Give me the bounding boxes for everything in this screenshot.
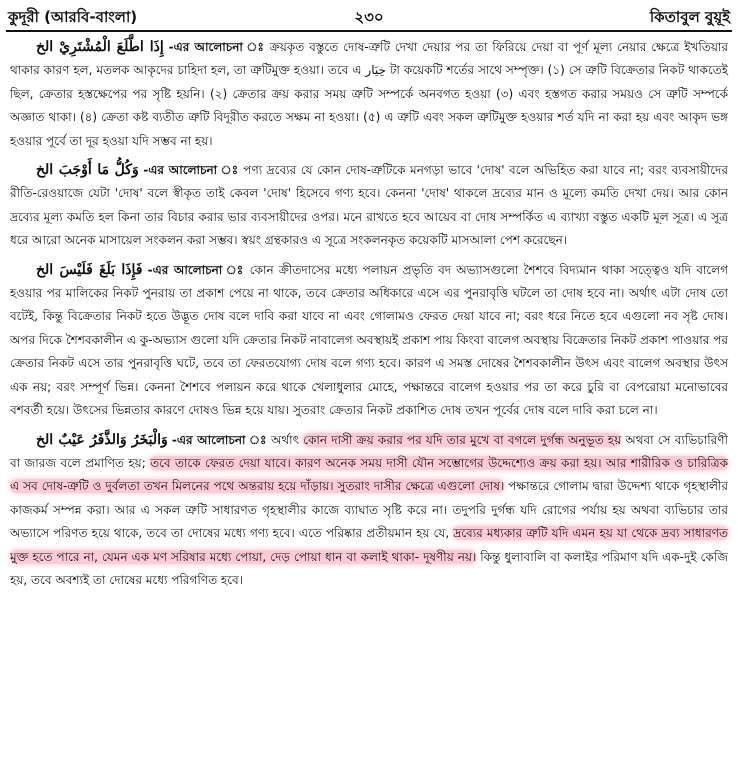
- highlighted-text-2: তবে তাকে ফেরত দেয়া যাবে। কারণ অনেক সময় দাসী যৌন সম্ভোগের উদ্দেশ্যেও ক্রয় করা হয়। আর শারীরিক ও চারিত্রিক এ সব দোষ-ত্রুটি ও দুর্বলতা তখন মিলনের পথে অন্তরায় হয়ে দাঁড়ায়। সুতরাং দাসীর ক্ষেত্রে এগুলো দোষ।: [10, 455, 728, 494]
- arabic-phrase-4: وَالْبَخَرُ وَالذَّفَرُ عَيْبٌ الخ: [36, 431, 168, 448]
- discussion-label-2: -এর আলোচনা ঃ: [143, 163, 239, 178]
- paragraph-3-text: কোন ক্রীতদাসের মধ্যে পলায়ন প্রভৃতি বদ অভ্যাসগুলো শৈশবে বিদ্যমান থাকা সত্ত্বেও যদি বালেগ হওয়ার পর মালিকের নিকট পুনরায় তা প্রকাশ পেয়ে না থাকে, তবে ক্রেতার অধিকারে এসে এর পুনরাবৃত্তি ঘটলে তা দোষ হবে না। অর্থাৎ এটা দোষ তো বটেই, কিন্তু বিক্রেতার নিকট হতে উদ্ভূত দোষ বলে দাবি করা যাবে না এবং গোলামও ফেরত দেয়া যাবে না; বরং ধরে নিতে হবে এগুলো নব সৃষ্ট দোষ। অপর দিকে শৈশবকালীন এ কু-অভ্যাস গুলো যদি ক্রেতার নিকট নাবালেগ অবস্থায়ই প্রকাশ পায় কিংবা বালেগ অবস্থায় বিক্রেতার নিকট প্রকাশ পাওয়ার পর ক্রেতার নিকট এসে তার পুনরাবৃত্তি ঘটে, তবে তা ফেরতযোগ্য দোষ বলে গণ্য হবে। কারণ এ সমস্ত দোষের শৈশবকালীন উৎস এবং বালেগ অবস্থার উৎস এক নয়; বরং সম্পূর্ণ ভিন্ন। কেননা শৈশবে পলায়ন করে থাকে খেলাধুলার মোহে, পক্ষান্তরে বালেগ হওয়ার পর তা করে চুরি বা বেপরোয়া মনোভাবের বশবর্তী হয়ে। উৎসের ভিন্নতার কারণে দোষও ভিন্ন হয়ে যায়। সুতরাং ক্রেতার নিকট প্রকাশিত দোষ তখন পূর্বের দোষ বলে দাবি করা চলে না।: [10, 262, 728, 418]
- highlighted-text-1: কোন দাসী ক্রয় করার পর যদি তার মুখে বা বগলে দুর্গন্ধ অনুভূত হয়: [303, 432, 622, 447]
- paragraph-4-text-c: পক্ষান্তরে গোলাম দ্বারা উদ্দেশ্য থাকে গৃহস্থালীর কাজকর্ম সম্পন্ন করা। আর এ সকল ত্রুটি সাধারণত গৃহস্থালীর কাজে ব্যাঘাত সৃষ্টি করে না। তদুপরি দুর্গন্ধ যদি রোগের পর্যায় হয় অথবা ব্যভিচার তার অভ্যাসে পরিণত হয়ে থাকে, তবে তা দোষের মধ্যে গণ্য হবে। এতে পরিষ্কার প্রতীয়মান হয় যে,: [10, 479, 728, 541]
- paragraph-4-text-a: অর্থাৎ: [270, 432, 304, 447]
- arabic-phrase-3: فَإِذَا بَلَغَ فَلَيْسَ الخ: [36, 261, 143, 278]
- paragraph-1: [10, 36, 728, 153]
- discussion-label-4: -এর আলোচনা ঃ: [171, 432, 267, 447]
- discussion-label-1: -এর আলোচনা ঃ: [168, 40, 265, 54]
- arabic-phrase-1: إِذَا اطَّلَعَ الْمُشْتَرِيْ الخ: [36, 39, 164, 55]
- highlighted-text-3: দ্রব্যের মধ্যকার ত্রুটি যদি এমন হয় যা থেকে দ্রব্য সাধারণত মুক্ত হতে পারে না, যেমন এক মণ সরিষার মধ্যে পোয়া, দেড় পোয়া ধান বা কলাই থাকা- দূষণীয় নয়।: [10, 526, 728, 564]
- page-body: [10, 36, 728, 598]
- chapter-title: কিতাবুল বুয়ূই: [649, 8, 730, 26]
- paragraph-4-text-d: কিন্তু ধুলাবালি বা কলাইর পরিমাণ যদি এক-দুই কেজি হয়, তবে অবশ্যই তা দোষের মধ্যে পরিগণিত হবে।: [10, 549, 728, 587]
- paragraph-3: [10, 259, 728, 423]
- page-header: [6, 4, 732, 32]
- paragraph-2-text: পণ্য দ্রব্যের যে কোন দোষ-ত্রুটিকে মনগড়া ভাবে 'দোষ' বলে অভিহিত করা যাবে না; বরং ব্যবসায়ীদের রীতি-রেওয়াজে যেটা 'দোষ' বলে স্বীকৃত তাই কেবল 'দোষ' হিসেবে গণ্য হবে। কেননা 'দোষ' থাকলে দ্রব্যের মান ও মূল্যে কমতি দেখা দেয়। আর কোন দ্রব্যের মূল্য কমতি হল কিনা তার বিচার করার ভার ব্যবসায়ীদের ওপর। মনে রাখতে হবে আয়েব বা দোষ সম্পর্কিত এ ব্যাখ্যা বস্তুত একটি মূল সূত্র। এ সূত্র ধরে আরো অনেক মাসায়েল সংকলন করা সম্ভব। স্বয়ং গ্রন্থকারও এ সূত্রে সংকলনকৃত কয়েকটি মাসআলা পেশ করেছেন।: [10, 163, 728, 248]
- page-number: ২৩০: [354, 8, 384, 26]
- paragraph-4-text-b: অথবা সে ব্যভিচারিণী বা জারজ বলে প্রমাণিত হয়;: [10, 432, 728, 470]
- paragraph-4: [10, 429, 728, 593]
- paragraph-2: [10, 159, 728, 253]
- paragraph-1-text: ক্রয়কৃত বস্তুতে দোষ-ত্রুটি দেখা দেয়ার পর তা ফিরিয়ে দেয়া বা পূর্ণ মূল্য নেয়ার ক্ষেত্রে ইখতিয়ার থাকার কারণ হল, মতলক আকৃদের চাহিদা হল, তা ত্রুটিমুক্ত হওয়া। তবে এ خِيَار টা কয়েকটি শর্তের সাথে সম্পৃক্ত। (১) সে ত্রুটি বিক্রেতার নিকট থাকতেই ছিল, ক্রেতার হস্তক্ষেপের পর সৃষ্টি হয়নি। (২) ক্রেতার ক্রয় করার সময় ত্রুটি সম্পর্কে অনবগত হওয়া (৩) এবং হস্তগত করার সময়ও সে ত্রুটি সম্পর্কে অজ্ঞাত থাকা। (৪) ক্রেতা কষ্ট ব্যতীত ত্রুটি বিদূরীত করতে সক্ষম না হওয়া। (৫) এ ত্রুটি এবং সকল ত্রুটিমুক্ত হওয়ার শর্ত যদি না করা হয় এবং আকৃদ ভঙ্গ হওয়ার পূর্বে তা দূর হওয়া যদি সম্ভব না হয়।: [10, 40, 728, 148]
- discussion-label-3: -এর আলোচনা ঃ: [147, 262, 245, 277]
- arabic-phrase-2: وَكُلُّ مَا أَوْجَبَ الخ: [36, 162, 139, 179]
- book-title: কুদূরী (আরবি-বাংলা): [8, 8, 138, 26]
